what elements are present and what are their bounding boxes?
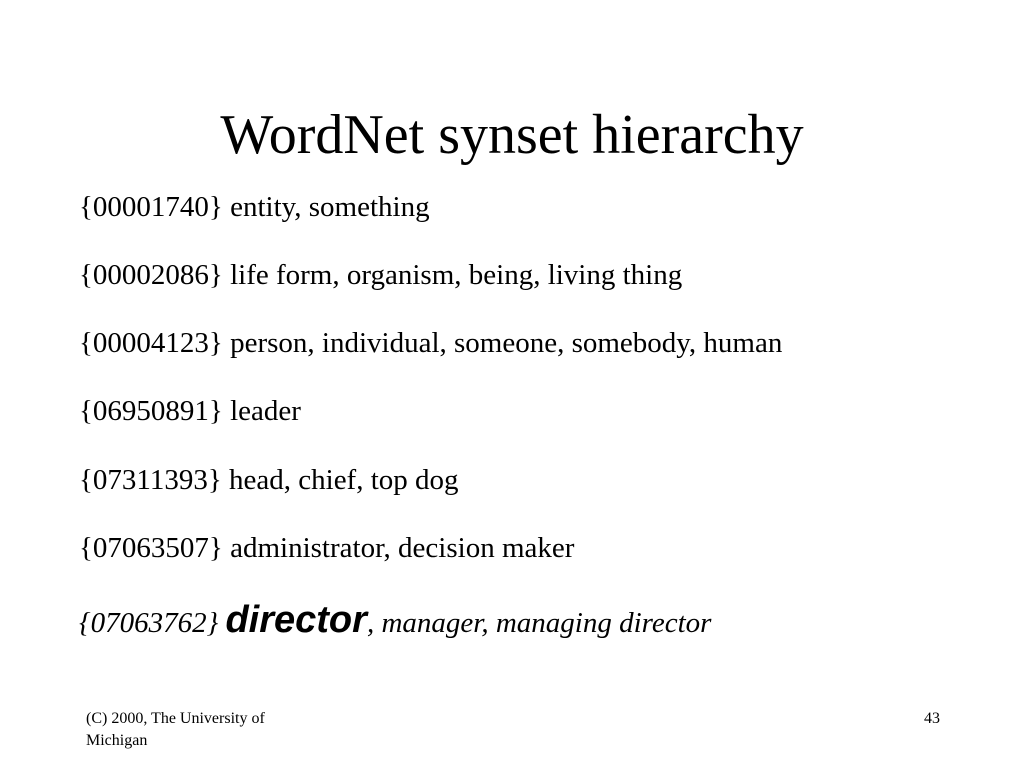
slide-number: 43 — [924, 710, 940, 727]
synset-id: {00004123} — [79, 327, 223, 359]
slide-title: WordNet synset hierarchy — [220, 104, 804, 166]
synset-line — [79, 530, 574, 566]
synset-headword: director — [225, 599, 367, 641]
highlighted-synset-line — [79, 599, 712, 641]
synset-id: {06950891} — [79, 395, 223, 427]
synset-id: {00001740} — [79, 191, 223, 223]
synset-id: {07311393} — [79, 464, 222, 496]
synset-id: {07063762} — [79, 607, 219, 639]
synset-words: administrator, decision maker — [230, 532, 575, 564]
synset-line — [79, 325, 782, 361]
synset-words: person, individual, someone, somebody, human — [230, 327, 783, 359]
footer-copyright: (C) 2000, The University of Michigan — [86, 710, 265, 749]
synset-words: life form, organism, being, living thing — [230, 259, 683, 291]
synset-line — [79, 462, 459, 498]
synset-words: entity, something — [230, 191, 430, 223]
synset-words: leader — [230, 395, 301, 427]
synset-id: {00002086} — [79, 259, 223, 291]
synset-words: head, chief, top dog — [229, 464, 459, 496]
synset-line — [79, 393, 301, 429]
synset-words: , manager, managing director — [366, 607, 712, 639]
synset-line — [79, 189, 430, 225]
synset-id: {07063507} — [79, 532, 223, 564]
synset-line — [79, 257, 682, 293]
